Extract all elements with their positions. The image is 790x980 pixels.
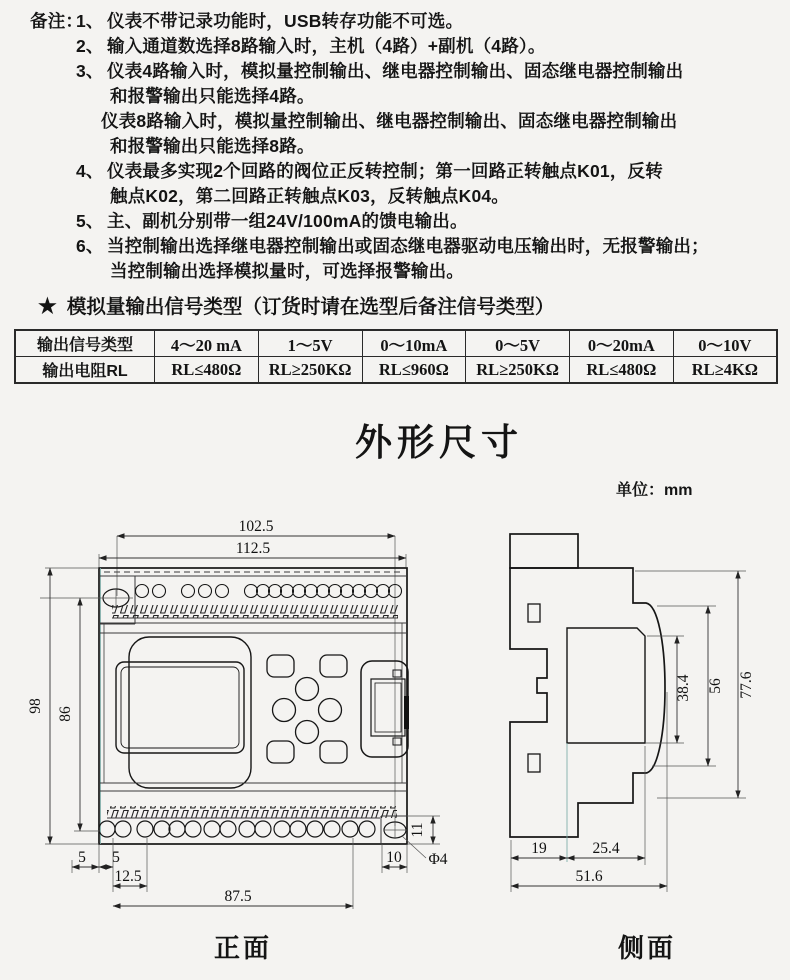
table-cell: 0～5V	[466, 330, 570, 357]
side-inner-block	[567, 628, 645, 743]
screen-bezel	[129, 637, 251, 788]
note-number: 4、	[76, 161, 104, 181]
outline-dimension-drawing	[0, 510, 790, 980]
row-header: 输出电阻RL	[15, 357, 155, 384]
note-text: 仪表8路输入时，模拟量控制输出、继电器控制输出、固态继电器控制输出	[101, 111, 678, 131]
note-line	[0, 134, 790, 159]
note-line	[0, 209, 790, 234]
note-line	[0, 259, 790, 284]
signal-table	[14, 329, 778, 384]
unit-label: 单位：mm	[616, 482, 693, 499]
note-number: 5、	[76, 211, 104, 231]
note-text: 和报警输出只能选择4路。	[110, 86, 315, 106]
notes-label: 备注：	[30, 11, 84, 31]
nav-button-right	[319, 699, 342, 722]
dim-hole-dia: Φ4	[428, 851, 448, 868]
dim-height-panel: 38.4	[675, 674, 692, 702]
dim-depth-front: 25.4	[592, 840, 620, 857]
notes-section	[0, 0, 790, 284]
dim-left-inner: 86	[57, 706, 74, 722]
table-row	[15, 357, 777, 384]
device-body-side	[510, 568, 665, 837]
note-text: 仪表最多实现2个回路的阀位正反转控制；第一回路正转触点K01，反转	[107, 161, 663, 181]
bottom-terminal-row	[99, 821, 375, 837]
note-text: 当控制输出选择模拟量时，可选择报警输出。	[110, 261, 464, 281]
note-line	[0, 184, 790, 209]
keypad-button	[320, 655, 347, 677]
table-cell: 1～5V	[258, 330, 362, 357]
signal-type-heading	[0, 291, 790, 319]
note-text: 仪表不带记录功能时，USB转存功能不可选。	[107, 11, 464, 31]
star-icon: ★	[38, 295, 57, 318]
vent-strip-bottom	[107, 806, 397, 818]
front-view-caption: 正面	[213, 933, 273, 963]
side-view-caption: 侧面	[617, 933, 677, 963]
table-cell: 0～10V	[673, 330, 777, 357]
note-text: 当控制输出选择继电器控制输出或固态继电器驱动电压输出时，无报警输出；	[107, 236, 709, 256]
note-line	[0, 234, 790, 259]
dim-height-total: 77.6	[738, 671, 755, 699]
keypad-button	[267, 741, 294, 763]
signal-type-title: 模拟量输出信号类型（订货时请在选型后备注信号类型）	[66, 296, 555, 318]
nav-button-left	[273, 699, 296, 722]
note-text: 和报警输出只能选择8路。	[110, 136, 315, 156]
dim-right-box-w: 10	[386, 849, 402, 866]
table-cell: RL≥250KΩ	[258, 357, 362, 384]
lcd-screen	[116, 662, 244, 753]
note-number: 3、	[76, 61, 104, 81]
note-text: 触点K02，第二回路正转触点K03，反转触点K04。	[110, 186, 510, 206]
table-row	[15, 330, 777, 357]
dim-height-face: 56	[707, 678, 724, 694]
table-cell: RL≤960Ω	[362, 357, 466, 384]
note-number: 6、	[76, 236, 104, 256]
note-text: 仪表4路输入时，模拟量控制输出、继电器控制输出、固态继电器控制输出	[107, 61, 684, 81]
keypad	[267, 655, 347, 763]
nav-button-down	[296, 721, 319, 744]
table-cell: RL≥4KΩ	[673, 357, 777, 384]
dim-top-inner: 102.5	[238, 518, 274, 535]
note-line	[0, 159, 790, 184]
dim-left-outer: 98	[27, 698, 44, 714]
dim-bottom-c: 12.5	[114, 868, 142, 885]
table-cell: RL≥250KΩ	[466, 357, 570, 384]
keypad-button	[267, 655, 294, 677]
dim-depth-total: 51.6	[575, 868, 603, 885]
dim-top-outer: 112.5	[235, 540, 271, 557]
note-line	[0, 34, 790, 59]
dim-depth-back: 19	[531, 840, 547, 857]
note-number: 1、	[76, 11, 104, 31]
keypad-button	[320, 741, 347, 763]
side-top-tab	[510, 534, 578, 568]
side-clip-lower	[528, 754, 540, 772]
table-cell: RL≤480Ω	[570, 357, 674, 384]
row-header: 输出信号类型	[15, 330, 155, 357]
side-clip-upper	[528, 604, 540, 622]
note-number: 2、	[76, 36, 104, 56]
side-view-drawing	[510, 534, 755, 963]
note-text: 主、副机分别带一组24V/100mA的馈电输出。	[107, 211, 468, 231]
front-view-drawing	[27, 518, 448, 963]
table-cell: 4～20 mA	[155, 330, 259, 357]
table-cell: 0～10mA	[362, 330, 466, 357]
note-line	[0, 109, 790, 134]
table-cell: 0～20mA	[570, 330, 674, 357]
nav-button-up	[296, 678, 319, 701]
vent-strip-top	[112, 605, 398, 618]
dim-bottom-b: 5	[112, 849, 120, 866]
top-terminal-row	[136, 585, 402, 598]
dimensions-title: 外形尺寸	[355, 422, 523, 463]
dim-bottom-span: 87.5	[224, 888, 252, 905]
table-cell: RL≤480Ω	[155, 357, 259, 384]
note-line	[0, 9, 790, 34]
note-line	[0, 84, 790, 109]
dim-right-box-h: 11	[409, 822, 426, 838]
dim-bottom-a: 5	[78, 849, 86, 866]
note-line	[0, 59, 790, 84]
note-text: 输入通道数选择8路输入时，主机（4路）+副机（4路）。	[107, 36, 546, 56]
